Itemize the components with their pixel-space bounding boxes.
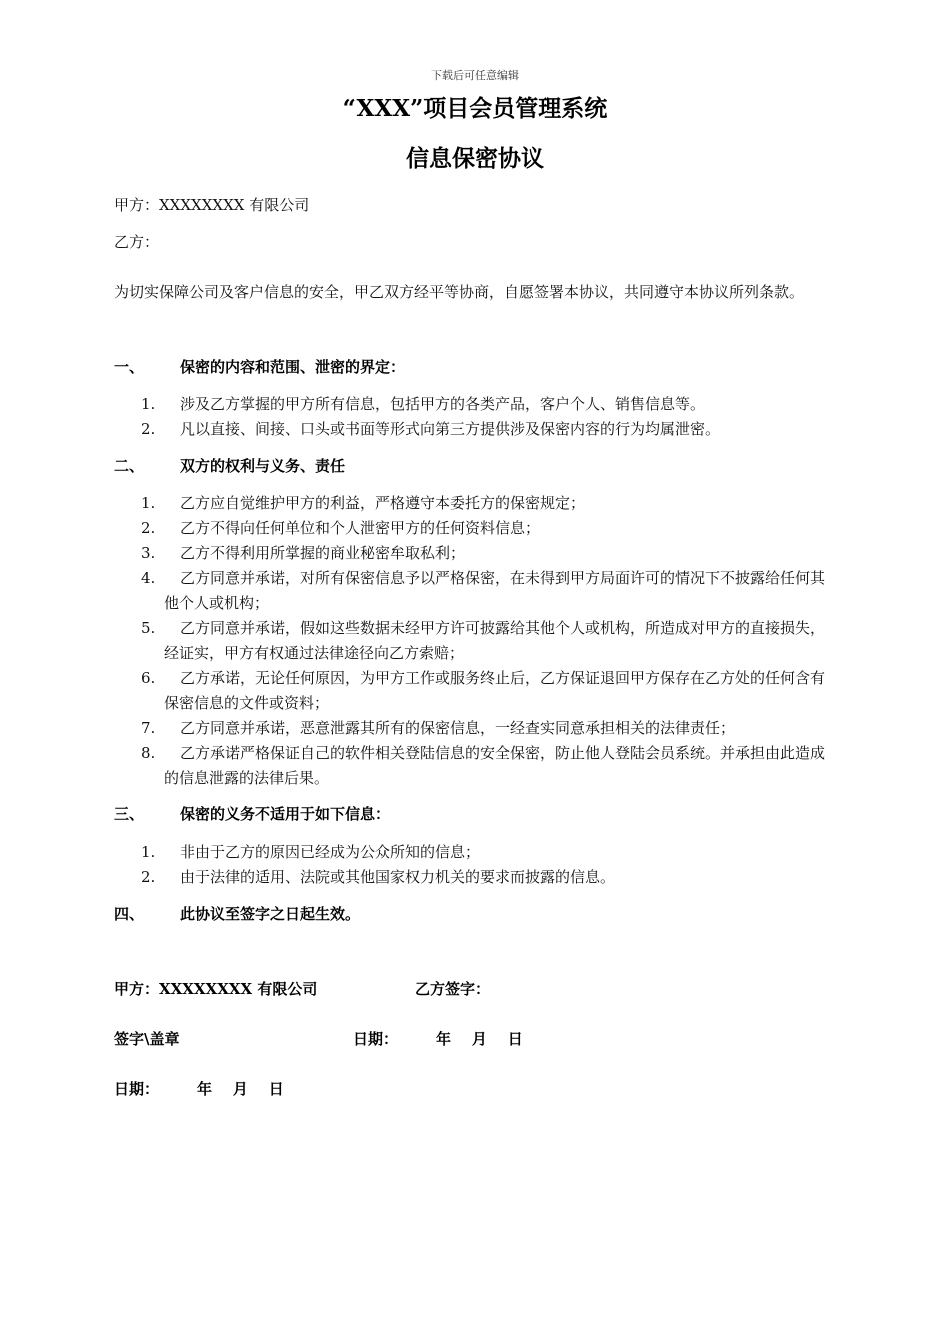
item-number: 6. — [141, 669, 156, 687]
list-item — [114, 741, 836, 791]
list-item — [114, 840, 836, 865]
list-item — [114, 865, 836, 890]
item-text: 乙方同意并承诺，恶意泄露其所有的保密信息，一经查实同意承担相关的法律责任； — [180, 719, 736, 737]
item-text: 乙方承诺，无论任何原因，为甲方工作或服务终止后，乙方保证退回甲方保存在乙方处的任何含有保密信息的文件或资料； — [164, 669, 826, 712]
section-number: 三、 — [114, 805, 145, 823]
signature-party-a: 甲方：XXXXXXXX 有限公司 — [114, 980, 318, 998]
section-heading — [114, 902, 360, 927]
item-number: 5. — [141, 619, 156, 637]
section-list — [114, 392, 836, 442]
list-item — [114, 491, 836, 516]
sign-seal-label: 签字\盖章 — [114, 1030, 180, 1048]
section-title: 保密的义务不适用于如下信息： — [180, 805, 391, 823]
item-text: 乙方承诺严格保证自己的软件相关登陆信息的安全保密，防止他人登陆会员系统。并承担由此造成的信息泄露的法律后果。 — [164, 744, 826, 787]
signature-party-b: 乙方签字： — [415, 980, 491, 998]
item-number: 1. — [141, 843, 156, 861]
section-heading — [114, 454, 345, 479]
party-a-date-blank: 年 月 日 — [197, 1080, 284, 1098]
section-list — [114, 840, 836, 890]
list-item — [114, 392, 836, 417]
list-item — [114, 541, 836, 566]
intro-paragraph: 为切实保障公司及客户信息的安全，甲乙双方经平等协商，自愿签署本协议，共同遵守本协议所列条款。 — [114, 283, 805, 301]
section-title: 保密的内容和范围、泄密的界定： — [180, 358, 406, 376]
item-text: 乙方应自觉维护甲方的利益，严格遵守本委托方的保密规定； — [180, 494, 586, 512]
item-text: 非由于乙方的原因已经成为公众所知的信息； — [180, 843, 481, 861]
list-item — [114, 417, 836, 442]
item-text: 涉及乙方掌握的甲方所有信息，包括甲方的各类产品，客户个人、销售信息等。 — [180, 395, 706, 413]
section-number: 二、 — [114, 457, 145, 475]
item-number: 7. — [141, 719, 156, 737]
list-item — [114, 716, 836, 741]
section-heading — [114, 802, 390, 827]
list-item — [114, 516, 836, 541]
list-item — [114, 666, 836, 716]
item-text: 凡以直接、间接、口头或书面等形式向第三方提供涉及保密内容的行为均属泄密。 — [180, 420, 721, 438]
party-b-line: 乙方： — [114, 233, 160, 251]
section-title: 此协议至签字之日起生效。 — [180, 905, 361, 923]
item-number: 8. — [141, 744, 156, 762]
section-list — [114, 491, 836, 791]
party-a-line: 甲方：XXXXXXXX 有限公司 — [114, 196, 310, 214]
item-text: 乙方不得向任何单位和个人泄密甲方的任何资料信息； — [180, 519, 541, 537]
header-note: 下载后可任意编辑 — [431, 69, 519, 82]
item-number: 2. — [141, 420, 156, 438]
item-number: 3. — [141, 544, 156, 562]
item-text: 乙方不得利用所掌握的商业秘密牟取私利； — [180, 544, 466, 562]
section-heading — [114, 355, 405, 380]
item-text: 乙方同意并承诺，假如这些数据未经甲方许可披露给其他个人或机构，所造成对甲方的直接损失，经证实，甲方有权通过法律途径向乙方索赔； — [164, 619, 826, 662]
section-number: 四、 — [114, 905, 145, 923]
party-b-date-label: 日期： — [353, 1030, 399, 1048]
item-number: 2. — [141, 519, 156, 537]
party-b-date-blank: 年 月 日 — [436, 1030, 523, 1048]
document-title: “XXX”项目会员管理系统 — [342, 95, 608, 122]
list-item — [114, 616, 836, 666]
party-a-date-label: 日期： — [114, 1080, 160, 1098]
document-subtitle: 信息保密协议 — [406, 145, 544, 172]
item-text: 乙方同意并承诺，对所有保密信息予以严格保密，在未得到甲方局面许可的情况下不披露给任何其他个人或机构； — [164, 569, 826, 612]
item-text: 由于法律的适用、法院或其他国家权力机关的要求而披露的信息。 — [180, 868, 616, 886]
item-number: 2. — [141, 868, 156, 886]
item-number: 4. — [141, 569, 156, 587]
section-title: 双方的权利与义务、责任 — [180, 457, 346, 475]
list-item — [114, 566, 836, 616]
item-number: 1. — [141, 494, 156, 512]
section-number: 一、 — [114, 358, 145, 376]
item-number: 1. — [141, 395, 156, 413]
